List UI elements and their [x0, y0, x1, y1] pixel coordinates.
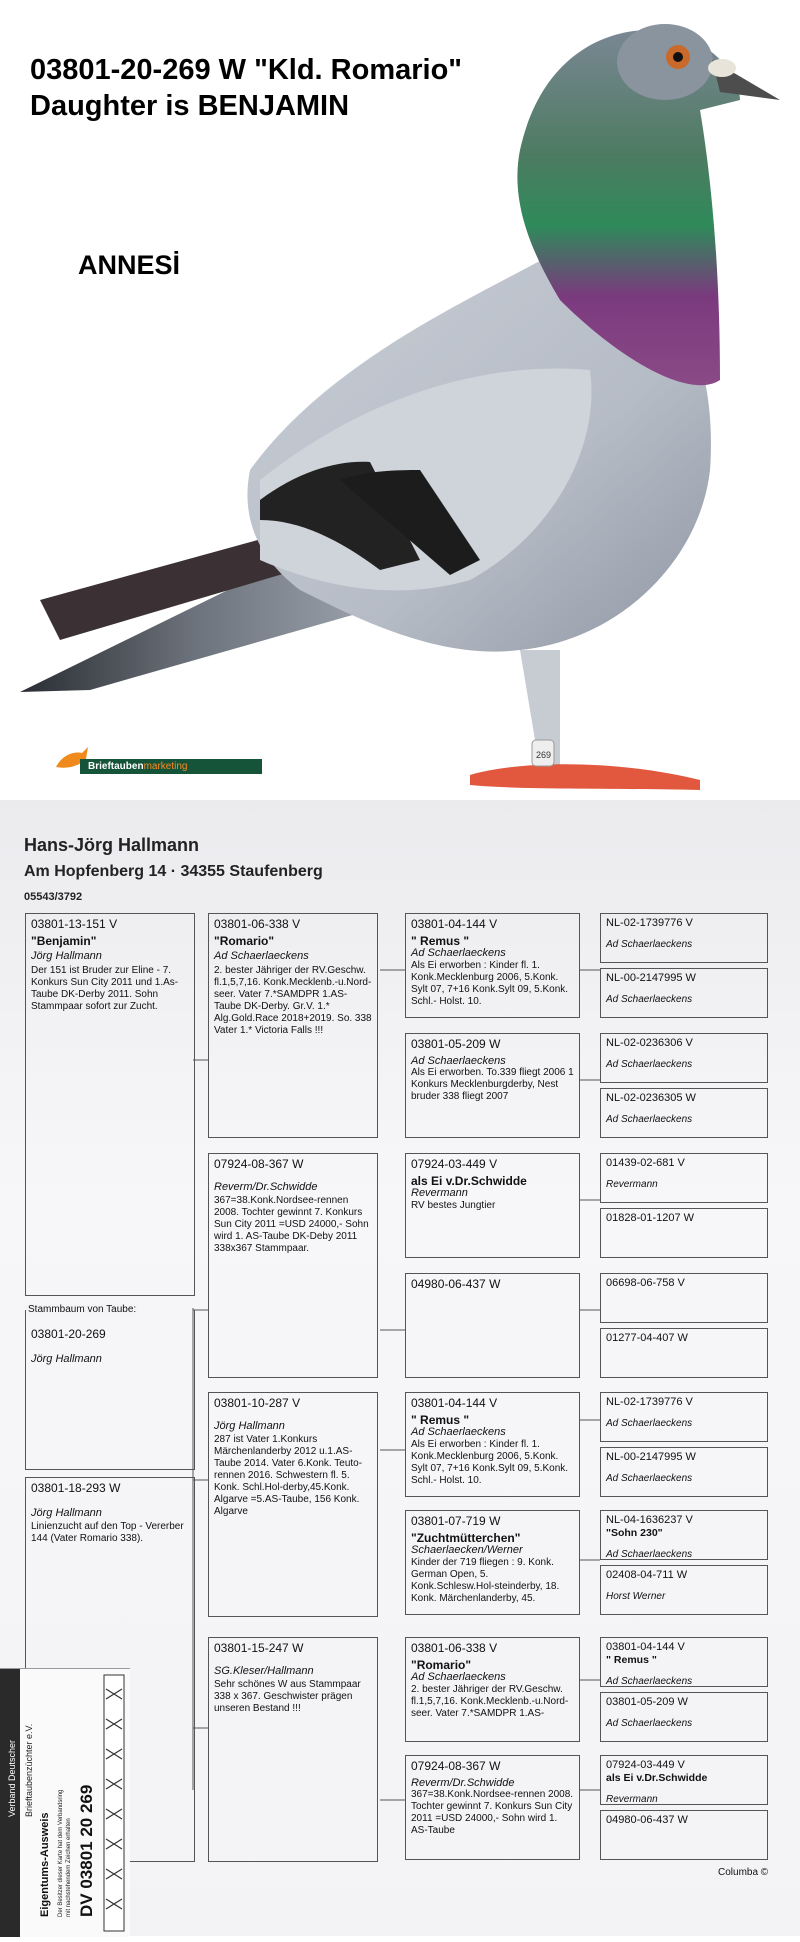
mother-ring: 03801-18-293 W	[31, 1481, 121, 1495]
title-line-2: Daughter is BENJAMIN	[30, 90, 350, 122]
ausweis-card-graphic	[0, 1669, 130, 1937]
g3-text: Als Ei erworben : Kinder fl. 1. Konk.Mecklenburg 2006, 5.Konk. Sylt 07, 7+16 Konk.Sylt 09, 5.Konk. Schl.- Holst. 10.	[411, 1438, 569, 1486]
mm-breeder: SG.Kleser/Hallmann	[214, 1664, 314, 1677]
subject-box	[25, 1310, 195, 1470]
generation-4-box	[600, 968, 768, 1018]
father-name: "Benjamin"	[31, 933, 97, 948]
generation-3-box	[405, 1033, 580, 1138]
g3-breeder: Ad Schaerlaeckens	[411, 1054, 506, 1067]
ausweis-line-1: Verband Deutscher	[7, 1739, 17, 1817]
g3-ring: 04980-06-437 W	[411, 1277, 501, 1291]
g4-ring: 01277-04-407 W	[606, 1332, 688, 1344]
g4-ring: NL-02-0236305 W	[606, 1092, 696, 1104]
ring-number: 269	[536, 750, 552, 760]
g3-ring: 07924-03-449 V	[411, 1157, 498, 1171]
g4-ring: 03801-05-209 W	[606, 1696, 688, 1708]
g4-breeder: Revermann	[606, 1179, 658, 1190]
generation-4-box	[600, 1565, 768, 1615]
generation-4-box	[600, 1447, 768, 1497]
father-ring: 03801-13-151 V	[31, 917, 118, 931]
ausweis-line-4: Der Besitzer dieser Karte hat dem Verbandsring	[58, 1789, 64, 1917]
ff-text: 2. bester Jähriger der RV.Geschw. fl.1,5,7,16. Konk.Mecklenb.-u.Nord-seer. Vater 7.*SAMDPR 1.AS-Taube DK-Derby. Gr.V. 1.* Alg.Gold.Race 2018+2019. So. 338 Vater 1.* Victoria Falls !!!	[214, 964, 372, 1036]
ausweis-line-2: Brieftaubenzüchter e.V.	[24, 1723, 34, 1817]
title-line-1: 03801-20-269 W "Kld. Romario"	[30, 54, 463, 86]
ausweis-line-5: mit nachstehendem Zeichen erhalten	[66, 1818, 72, 1917]
g3-breeder: Ad Schaerlaeckens	[411, 1426, 506, 1438]
g4-breeder: Ad Schaerlaeckens	[606, 1676, 693, 1687]
logo-text-b: marketing	[143, 761, 188, 772]
logo-text-a: Brieftauben	[88, 761, 144, 772]
father-text: Der 151 ist Bruder zur Eline - 7. Konkurs Sun City 2011 und 1.As-Taube DK-Derby 2011. Sohn Stammpaar sofort zur Zucht.	[31, 964, 179, 1012]
ausweis-ring: DV 03801 20 269	[77, 1784, 96, 1917]
g3-breeder: Reverm/Dr.Schwidde	[411, 1776, 515, 1789]
g4-ring: 01439-02-681 V	[606, 1157, 685, 1169]
generation-3-box	[405, 1392, 580, 1497]
g3-breeder: Ad Schaerlaeckens	[411, 947, 506, 959]
g4-ring: NL-04-1636237 V	[606, 1514, 693, 1526]
generation-3-box	[405, 1273, 580, 1378]
ff-ring: 03801-06-338 V	[214, 917, 301, 931]
generation-3-box	[405, 1153, 580, 1258]
g3-name: "Romario"	[411, 1657, 472, 1672]
g3-ring: 03801-07-719 W	[411, 1514, 501, 1528]
mm-text: Sehr schönes W aus Stammpaar 338 x 367. Geschwister prägen unseren Bestand !!!	[214, 1679, 361, 1714]
generation-4-box	[600, 1088, 768, 1138]
g3-ring: 03801-04-144 V	[411, 1396, 498, 1410]
g4-ring: NL-02-0236306 V	[606, 1037, 693, 1049]
mf-ring: 03801-10-287 V	[214, 1396, 301, 1410]
ff-name: "Romario"	[214, 933, 275, 948]
ff-breeder: Ad Schaerlaeckens	[214, 950, 309, 962]
generation-4-box	[600, 1692, 768, 1742]
g3-breeder: Revermann	[411, 1187, 468, 1199]
g3-text: Als Ei erworben. To.339 fliegt 2006 1 Konkurs Mecklenburgderby, Nest bruder 338 fliegt 2007	[411, 1067, 574, 1102]
g3-ring: 07924-08-367 W	[411, 1759, 501, 1773]
g3-text: 367=38.Konk.Nordsee-rennen 2008. Tochter gewinnt 7. Konkurs Sun City 2011 =USD 24000,- Sohn wird 1. AS-Taube	[411, 1789, 574, 1836]
g4-breeder: Ad Schaerlaeckens	[606, 1549, 693, 1560]
generation-4-box	[600, 1755, 768, 1805]
g4-name: als Ei v.Dr.Schwidde	[606, 1772, 708, 1784]
g3-ring: 03801-06-338 V	[411, 1641, 498, 1655]
g3-ring: 03801-05-209 W	[411, 1037, 501, 1051]
stammbaum-label: Stammbaum von Taube:	[28, 1304, 137, 1315]
g4-ring: NL-00-2147995 W	[606, 1451, 696, 1463]
g4-breeder: Revermann	[606, 1794, 658, 1805]
g4-breeder: Ad Schaerlaeckens	[606, 1114, 693, 1125]
g4-ring: 06698-06-758 V	[606, 1277, 685, 1289]
g4-breeder: Ad Schaerlaeckens	[606, 1059, 693, 1070]
g3-text: Als Ei erworben : Kinder fl. 1. Konk.Mecklenburg 2006, 5.Konk. Sylt 07, 7+16 Konk.Sylt 09, 5.Konk. Schl.- Holst. 10.	[411, 959, 569, 1007]
g3-name: "Zuchtmütterchen"	[411, 1530, 521, 1545]
fm-text: 367=38.Konk.Nordsee-rennen 2008. Tochter gewinnt 7. Konkurs Sun City 2011 =USD 24000,- Sohn wird 1. AS-Taube DK-Deby 2011 338x367 Stammpaar.	[214, 1195, 369, 1254]
g3-text: 2. bester Jähriger der RV.Geschw. fl.1,5,7,16. Konk.Mecklenb.-u.Nord-seer. Vater 7.*SAMDPR 1.AS-	[411, 1683, 569, 1719]
generation-4-box	[600, 1328, 768, 1378]
ausweis-line-3: Eigentums-Ausweis	[39, 1812, 51, 1917]
generation-4-box	[600, 1208, 768, 1258]
g3-breeder: Ad Schaerlaeckens	[411, 1671, 506, 1683]
grandmother-maternal-box	[208, 1637, 378, 1862]
generation-4-box	[600, 913, 768, 963]
generation-4-box	[600, 1510, 768, 1560]
g4-ring: NL-00-2147995 W	[606, 972, 696, 984]
owner-name: Hans-Jörg Hallmann	[24, 835, 200, 855]
generation-4-box	[600, 1810, 768, 1860]
mf-breeder: Jörg Hallmann	[214, 1419, 285, 1432]
owner-id: 05543/3792	[24, 891, 83, 903]
generation-4-box	[600, 1392, 768, 1442]
generation-3-box	[405, 1755, 580, 1860]
g4-breeder: Ad Schaerlaeckens	[606, 1418, 693, 1429]
eigentums-ausweis-card	[0, 1668, 130, 1937]
g4-ring: 01828-01-1207 W	[606, 1212, 695, 1224]
fm-ring: 07924-08-367 W	[214, 1157, 304, 1171]
mm-ring: 03801-15-247 W	[214, 1641, 304, 1655]
grandfather-paternal-box	[208, 913, 378, 1138]
g4-ring: 03801-04-144 V	[606, 1641, 685, 1653]
generation-3-box	[405, 1637, 580, 1742]
grandmother-paternal-box	[208, 1153, 378, 1378]
g4-ring: 04980-06-437 W	[606, 1814, 688, 1826]
g3-text: RV bestes Jungtier	[411, 1199, 496, 1211]
g3-text: Kinder der 719 fliegen : 9. Konk. German Open, 5. Konk.Schlesw.Hol-steinderby, 18. Konk. Märchenlanderby, 45.	[411, 1556, 560, 1604]
mf-text: 287 ist Vater 1.Konkurs Märchenlanderby 2012 u.1.AS-Taube 2014. Vater 6.Konk. Teuto-rennen 2016. Schwestern fl. 5. Konk. Schl.Hol-derby,45.Konk. Algarve =5.AS-Taube, 156 Konk. Algarve	[214, 1434, 363, 1517]
g4-breeder: Horst Werner	[606, 1591, 666, 1602]
g4-ring: NL-02-1739776 V	[606, 917, 693, 929]
owner-address: Am Hopfenberg 14 · 34355 Staufenberg	[24, 863, 323, 880]
columba-credit: Columba ©	[718, 1867, 769, 1878]
fm-breeder: Reverm/Dr.Schwidde	[214, 1180, 318, 1193]
generation-4-box	[600, 1637, 768, 1687]
mother-breeder: Jörg Hallmann	[31, 1506, 102, 1519]
g4-breeder: Ad Schaerlaeckens	[606, 994, 693, 1005]
subject-breeder: Jörg Hallmann	[31, 1352, 102, 1365]
subject-ring: 03801-20-269	[31, 1327, 106, 1341]
g3-breeder: Schaerlaecken/Werner	[411, 1544, 523, 1556]
g4-name: "Sohn 230"	[606, 1527, 663, 1539]
g4-breeder: Ad Schaerlaeckens	[606, 1718, 693, 1729]
father-breeder: Jörg Hallmann	[31, 950, 102, 962]
g4-breeder: Ad Schaerlaeckens	[606, 1473, 693, 1484]
generation-3-box	[405, 913, 580, 1018]
g3-name: " Remus "	[411, 933, 470, 948]
generation-4-box	[600, 1153, 768, 1203]
annesi-label: ANNESİ	[78, 250, 181, 280]
g4-ring: NL-02-1739776 V	[606, 1396, 693, 1408]
g3-ring: 03801-04-144 V	[411, 917, 498, 931]
g3-name: als Ei v.Dr.Schwidde	[411, 1173, 527, 1188]
generation-3-box	[405, 1510, 580, 1615]
g3-name: " Remus "	[411, 1412, 470, 1427]
g4-ring: 07924-03-449 V	[606, 1759, 685, 1771]
g4-ring: 02408-04-711 W	[606, 1569, 688, 1581]
generation-4-box	[600, 1033, 768, 1083]
mother-text: Linienzucht auf den Top - Vererber 144 (Vater Romario 338).	[31, 1521, 184, 1544]
generation-4-box	[600, 1273, 768, 1323]
g4-name: " Remus "	[606, 1654, 657, 1666]
grandfather-maternal-box	[208, 1392, 378, 1617]
father-box	[25, 913, 195, 1296]
g4-breeder: Ad Schaerlaeckens	[606, 939, 693, 950]
